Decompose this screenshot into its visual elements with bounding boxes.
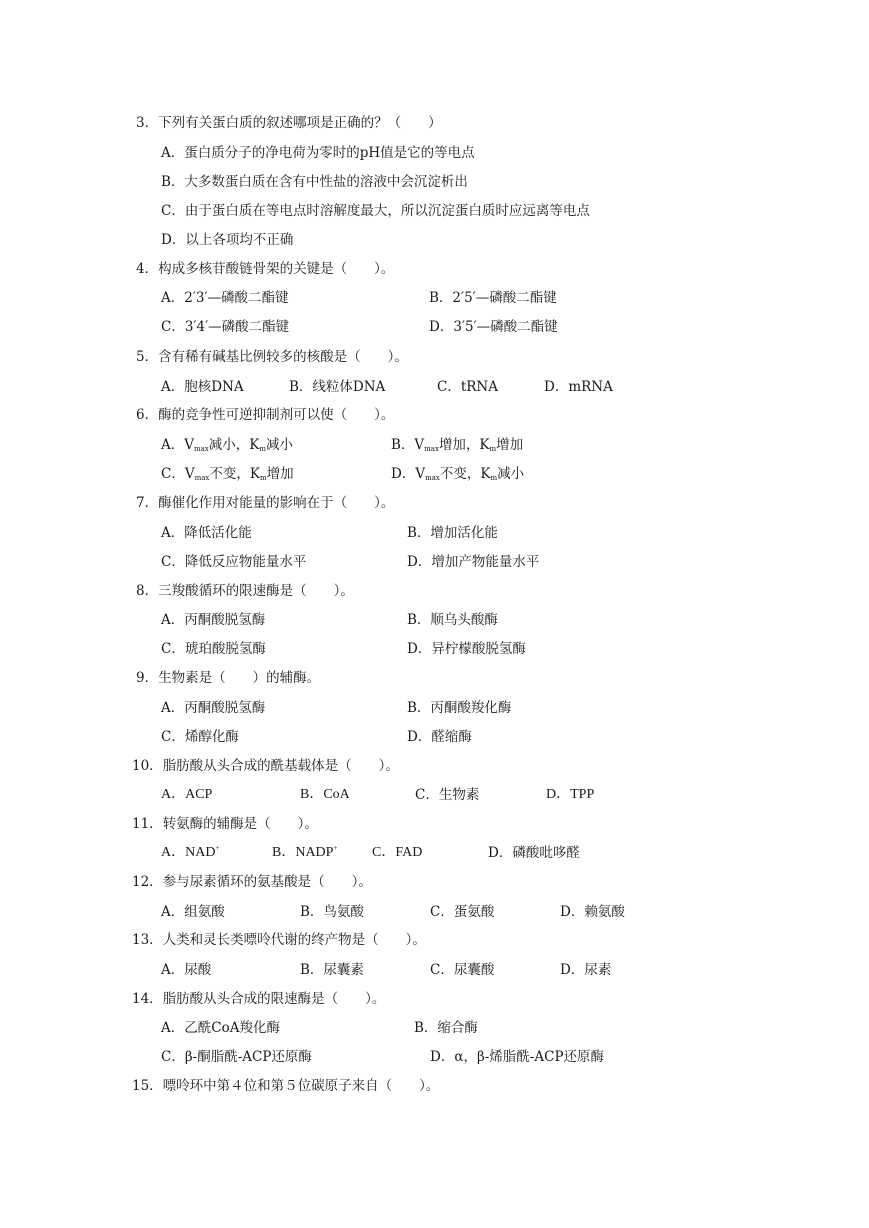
option-9a: A．丙酮酸脱氢酶 — [161, 700, 266, 716]
option-10c: C．生物素 — [415, 787, 480, 803]
question-text: 脂肪酸从头合成的酰基载体是（ ）。 — [162, 758, 399, 774]
option-3c: C．由于蛋白质在等电点时溶解度最大，所以沉淀蛋白质时应远离等电点 — [161, 203, 590, 219]
option-12a: A．组氨酸 — [161, 904, 225, 920]
question-text: 转氨酶的辅酶是（ ）。 — [162, 816, 318, 832]
option-3d: D．以上各项均不正确 — [161, 232, 294, 248]
option-6b: B．$V_{max}$增加，$K_m$增加 — [391, 437, 524, 453]
option-12d: D．赖氨酸 — [560, 904, 625, 920]
option-10b: B．CoA — [300, 787, 350, 802]
question-number: 5． — [136, 349, 159, 365]
question-number: 13． — [132, 932, 163, 948]
option-6c: C．$V_{max}$不变，$K_m$增加 — [161, 466, 294, 482]
option-3a: A．蛋白质分子的净电荷为零时的pH值是它的等电点 — [161, 145, 475, 161]
option-5d: D．mRNA — [544, 379, 613, 395]
option-8b: B．顺乌头酸酶 — [407, 612, 498, 628]
question-text: 参与尿素循环的氨基酸是（ ）。 — [162, 874, 372, 890]
option-3b: B．大多数蛋白质在含有中性盐的溶液中会沉淀析出 — [161, 174, 468, 190]
option-4b: B．2′5′—磷酸二酯键 — [429, 290, 557, 306]
option-8d: D．异柠檬酸脱氢酶 — [407, 641, 526, 657]
question-number: 4． — [136, 261, 159, 277]
question-10 — [132, 757, 399, 775]
option-7d: D．增加产物能量水平 — [407, 554, 540, 570]
option-9d: D．醛缩酶 — [407, 729, 472, 745]
question-13 — [132, 931, 426, 949]
option-8a: A．丙酮酸脱氢酶 — [161, 612, 266, 628]
question-12 — [132, 873, 372, 891]
question-text: 构成多核苷酸链骨架的关键是（ ）。 — [158, 261, 395, 277]
question-text: 下列有关蛋白质的叙述哪项是正确的？（ ） — [158, 115, 442, 131]
option-9c: C．烯醇化酶 — [161, 729, 239, 745]
option-11a: A．NAD+ — [161, 844, 220, 860]
question-number: 6． — [136, 407, 159, 423]
question-6 — [136, 406, 394, 424]
question-text: 人类和灵长类嘌呤代谢的终产物是（ ）。 — [162, 932, 426, 948]
option-6d: D．$V_{max}$不变，$K_m$减小 — [391, 466, 525, 482]
question-text: 脂肪酸从头合成的限速酶是（ ）。 — [162, 991, 386, 1007]
option-6a: A．$V_{max}$减小，$K_m$减小 — [161, 437, 293, 453]
question-number: 8． — [136, 583, 159, 599]
question-text: 三羧酸循环的限速酶是（ ）。 — [158, 583, 354, 599]
question-3 — [136, 114, 442, 132]
option-10d: D．TPP — [546, 787, 595, 802]
question-4 — [136, 260, 394, 278]
question-number: 11． — [132, 816, 163, 832]
option-9b: B．丙酮酸羧化酶 — [407, 700, 512, 716]
option-13c: C．尿囊酸 — [430, 962, 495, 978]
question-number: 3． — [136, 115, 159, 131]
option-14b: B．缩合酶 — [414, 1020, 478, 1036]
question-9 — [136, 669, 320, 687]
question-text: 嘌呤环中第４位和第５位碳原子来自（ ）。 — [162, 1078, 440, 1094]
option-5a: A．胞核DNA — [161, 379, 244, 395]
option-12c: C．蛋氨酸 — [430, 904, 495, 920]
option-7c: C．降低反应物能量水平 — [161, 554, 307, 570]
question-5 — [136, 348, 408, 366]
question-number: 10． — [132, 758, 163, 774]
question-number: 15． — [132, 1078, 163, 1094]
question-number: 9． — [136, 670, 159, 686]
question-15 — [132, 1077, 439, 1095]
option-4d: D．3′5′—磷酸二酯键 — [429, 319, 558, 335]
option-10a: A．ACP — [161, 787, 213, 802]
question-11 — [132, 815, 318, 833]
question-number: 7． — [136, 495, 159, 511]
option-5c: C．tRNA — [437, 379, 498, 395]
question-number: 12． — [132, 874, 163, 890]
question-text: 酶的竞争性可逆抑制剂可以使（ ）。 — [158, 407, 395, 423]
question-8 — [136, 582, 354, 600]
option-13a: A．尿酸 — [161, 962, 212, 978]
option-14d: D．α，β-烯脂酰-ACP还原酶 — [430, 1049, 605, 1065]
question-text: 含有稀有碱基比例较多的核酸是（ ）。 — [158, 349, 408, 365]
option-13b: B．尿囊素 — [300, 962, 364, 978]
question-text: 酶催化作用对能量的影响在于（ ）。 — [158, 495, 395, 511]
option-14c: C．β-酮脂酰-ACP还原酶 — [161, 1049, 312, 1065]
option-12b: B．鸟氨酸 — [300, 904, 364, 920]
question-text: 生物素是（ ）的辅酶。 — [158, 670, 321, 686]
option-11c: C．FAD — [372, 845, 423, 860]
option-7a: A．降低活化能 — [161, 525, 252, 541]
option-5b: B．线粒体DNA — [289, 379, 386, 395]
option-4c: C．3′4′—磷酸二酯键 — [161, 319, 290, 335]
question-number: 14． — [132, 991, 163, 1007]
option-4a: A．2′3′—磷酸二酯键 — [161, 290, 289, 306]
question-14 — [132, 990, 385, 1008]
option-11d: D．磷酸吡哆醛 — [488, 845, 580, 861]
option-11b: B．NADP+ — [272, 844, 338, 860]
option-7b: B．增加活化能 — [407, 525, 498, 541]
option-14a: A．乙酰CoA羧化酶 — [161, 1020, 280, 1036]
option-13d: D．尿素 — [560, 962, 612, 978]
question-7 — [136, 494, 394, 512]
option-8c: C．琥珀酸脱氢酶 — [161, 641, 266, 657]
